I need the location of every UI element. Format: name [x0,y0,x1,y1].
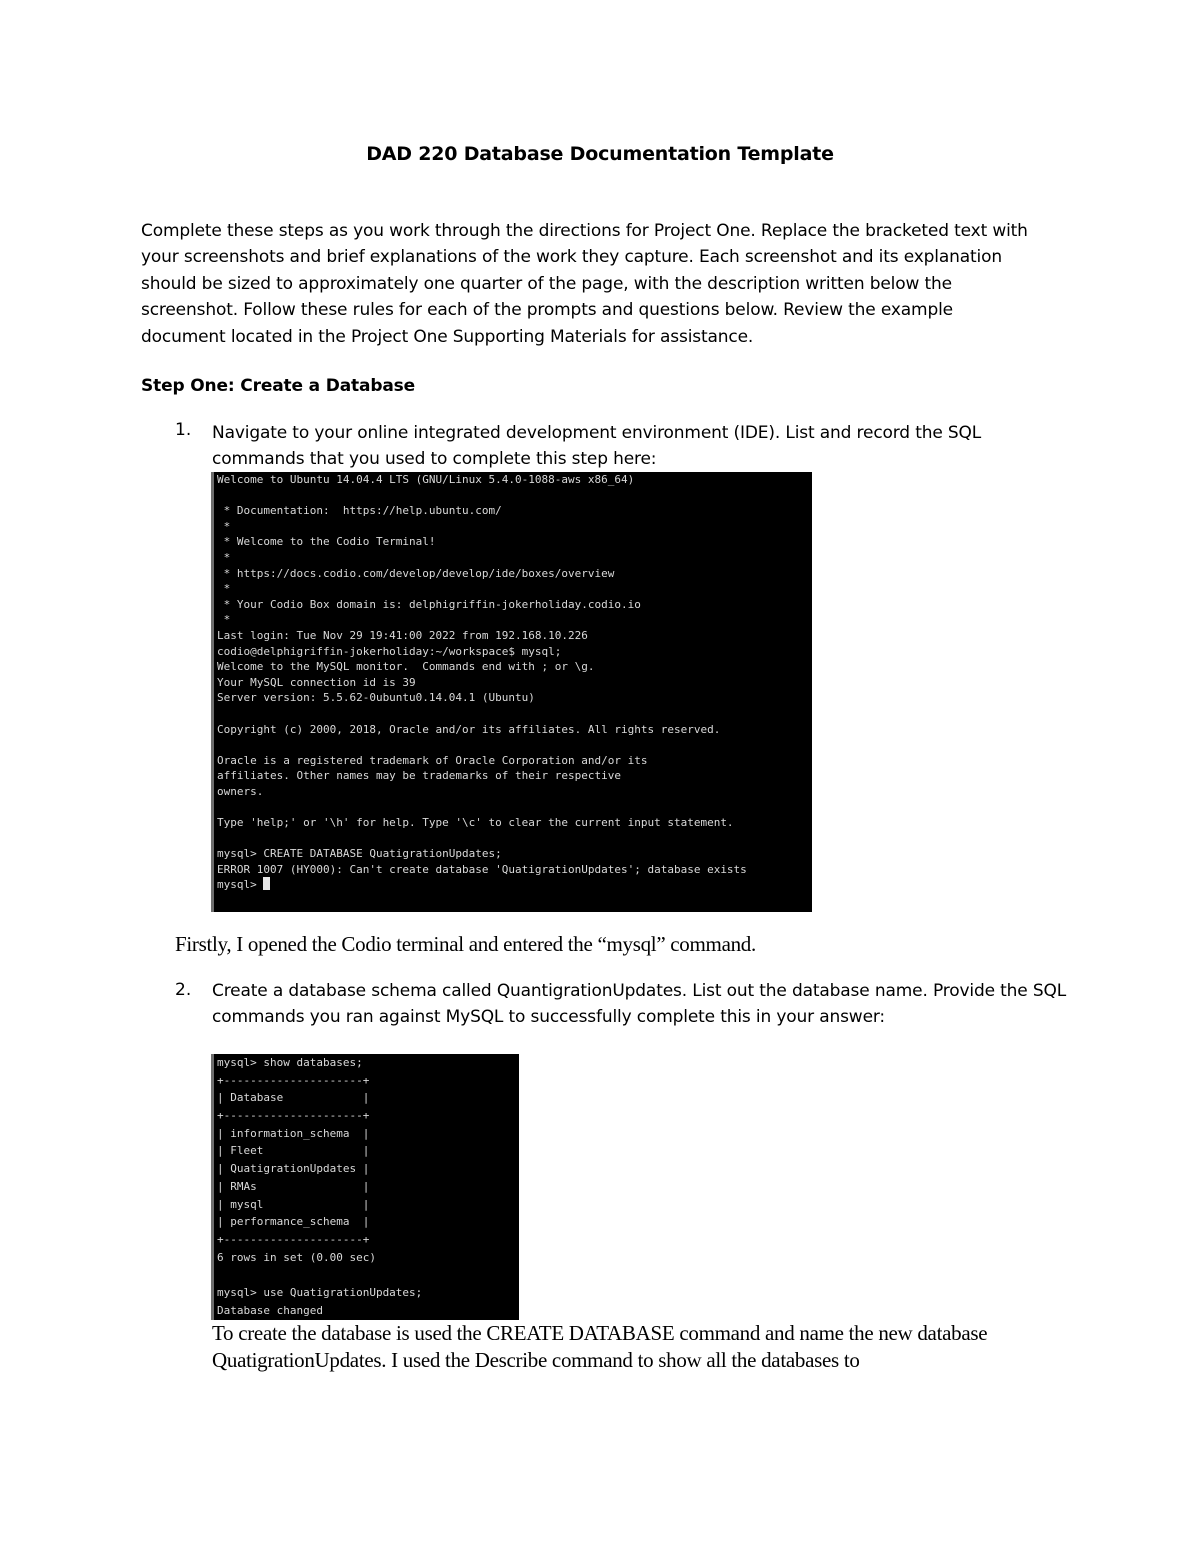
document-title: DAD 220 Database Documentation Template [366,143,834,165]
terminal-line [214,831,812,847]
terminal-line: mysql> use QuatigrationUpdates; [217,1285,423,1299]
terminal-line: Welcome to the MySQL monitor. Commands end with ; or \g. [217,660,595,674]
terminal-line [214,799,812,815]
terminal-line: * Welcome to the Codio Terminal! [217,535,436,549]
item-1-number: 1. [175,420,192,440]
item-2-caption: To create the database is used the CREATE DATABASE command and name the new database QuatigrationUpdates. I used the Describe command to show all the databases to [212,1321,988,1372]
terminal-line: * [217,550,231,564]
terminal-line: Type 'help;' or '\h' for help. Type '\c' to clear the current input statement. [217,816,734,830]
item-2-number: 2. [175,980,192,1000]
terminal-line [214,1266,519,1284]
terminal-line: Welcome to Ubuntu 14.04.4 LTS (GNU/Linux 5.4.0-1088-aws x86_64) [217,473,635,486]
terminal-line: Database changed [217,1303,323,1317]
terminal-line: mysql> CREATE DATABASE QuatigrationUpdates; [217,847,502,861]
terminal-line: Your MySQL connection id is 39 [217,675,416,689]
terminal-line: +---------------------+ [217,1109,370,1123]
terminal-line: * Documentation: https://help.ubuntu.com/ [217,504,502,518]
terminal-screenshot-1 [211,472,812,912]
terminal-line: * https://docs.codio.com/develop/develop/ide/boxes/overview [217,566,615,580]
terminal-line: 6 rows in set (0.00 sec) [217,1250,376,1264]
terminal-line [214,737,812,753]
terminal-line: | information_schema | [217,1126,370,1140]
item-1-caption: Firstly, I opened the Codio terminal and entered the “mysql” command. [175,932,756,956]
terminal-line: mysql> [214,877,812,893]
terminal-line: * [217,613,231,627]
item-2-text: Create a database schema called QuantigrationUpdates. List out the database name. Provide the SQL commands you ran against MySQL to successfully complete this in your answer: [212,981,1067,1027]
terminal-line: Server version: 5.5.62-0ubuntu0.14.04.1 (Ubuntu) [217,691,535,705]
terminal-line: * [217,582,231,596]
step-one-heading: Step One: Create a Database [141,376,416,396]
terminal-cursor [263,877,270,890]
terminal-line: | performance_schema | [217,1215,370,1229]
terminal-line: codio@delphigriffin-jokerholiday:~/workspace$ mysql; [217,644,562,658]
terminal-line: | Database | [217,1091,370,1105]
terminal-line: +---------------------+ [217,1073,370,1087]
terminal-line: * [217,519,231,533]
terminal-line: ERROR 1007 (HY000): Can't create database 'QuatigrationUpdates'; database exists [217,862,747,876]
terminal-line [214,488,812,504]
terminal-line: owners. [217,784,264,798]
terminal-line: mysql> show databases; [217,1056,363,1069]
item-1-text: Navigate to your online integrated development environment (IDE). List and record the SQL commands that you used to complete this step here: [212,423,982,469]
terminal-line: +---------------------+ [217,1232,370,1246]
terminal-line: | QuatigrationUpdates | [217,1162,370,1176]
terminal-line: * Your Codio Box domain is: delphigriffin-jokerholiday.codio.io [217,597,641,611]
terminal-line: Copyright (c) 2000, 2018, Oracle and/or its affiliates. All rights reserved. [217,722,721,736]
terminal-line: Oracle is a registered trademark of Oracle Corporation and/or its [217,753,648,767]
terminal-line: | Fleet | [217,1144,370,1158]
terminal-line: affiliates. Other names may be trademarks of their respective [217,769,621,783]
terminal-line: | RMAs | [217,1179,370,1193]
terminal-line [214,706,812,722]
terminal-line: Last login: Tue Nov 29 19:41:00 2022 from 192.168.10.226 [217,628,588,642]
terminal-screenshot-2 [211,1054,519,1320]
terminal-line: | mysql | [217,1197,370,1211]
intro-paragraph: Complete these steps as you work through the directions for Project One. Replace the bracketed text with your screenshots and brief explanations of the work they capture. Each screenshot and its explanation should be sized to approximately one quarter of the page, with the description written below the screenshot. Follow these rules for each of the prompts and questions below. Review the example document located in the Project One Supporting Materials for assistance. [141,221,1028,347]
